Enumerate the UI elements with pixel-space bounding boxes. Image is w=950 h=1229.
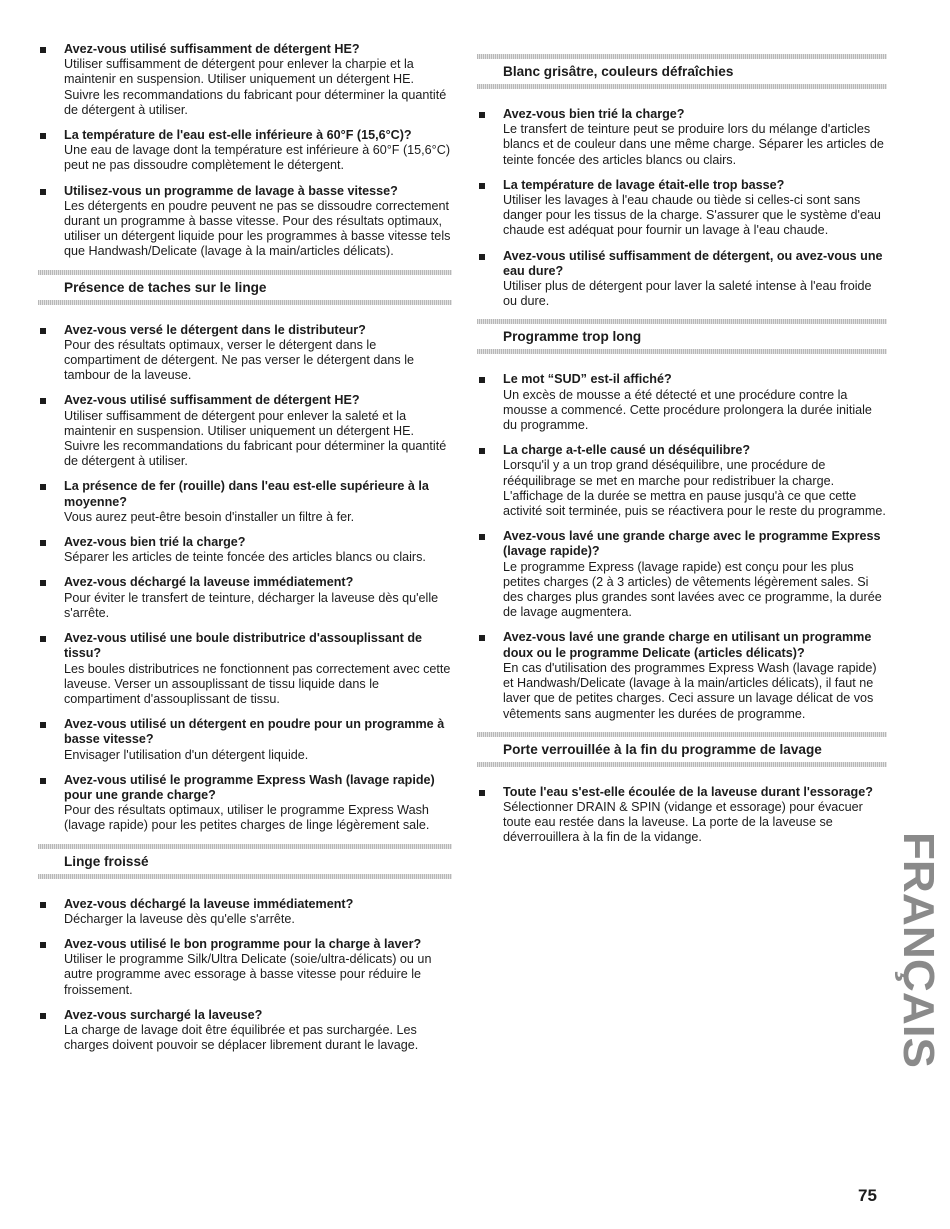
answer: La charge de lavage doit être équilibrée et pas surchargée. Les charges doivent pouvoir se déplacer librement durant le lavage. — [64, 1022, 419, 1053]
bullet-icon — [40, 484, 46, 490]
bullet-icon — [479, 790, 485, 796]
section-band — [477, 762, 887, 767]
left-column — [38, 42, 452, 1063]
list-item — [38, 479, 452, 525]
bullet-icon — [479, 635, 485, 641]
answer: Vous aurez peut-être besoin d'installer un filtre à fer. — [64, 509, 355, 524]
list-item — [38, 1008, 452, 1054]
answer: Utiliser suffisamment de détergent pour enlever la charpie et la maintenir en suspension. Utiliser uniquement un détergent HE. Suivre les recommandations du fabricant pour déterminer la quantité de détergent à utiliser. — [64, 57, 447, 117]
bullet-icon — [40, 722, 46, 728]
list-item — [38, 575, 452, 621]
right-column — [477, 42, 887, 856]
list-item — [38, 323, 452, 384]
section-band — [38, 270, 452, 275]
list-item — [477, 249, 887, 310]
question: La température de l'eau est-elle inférieure à 60°F (15,6°C)? — [64, 128, 412, 143]
question: La présence de fer (rouille) dans l'eau est-elle supérieure à la moyenne? — [64, 479, 429, 509]
section-band — [38, 844, 452, 849]
list-item — [38, 393, 452, 469]
item-list — [477, 372, 887, 721]
bullet-icon — [479, 183, 485, 189]
section-title: Linge froissé — [64, 853, 149, 869]
side-tab-text: FRANÇAIS — [894, 832, 943, 1060]
bullet-icon — [40, 902, 46, 908]
section-title: Présence de taches sur le linge — [64, 279, 267, 295]
answer: Utiliser le programme Silk/Ultra Delicate (soie/ultra-délicats) ou un autre programme avec essorage à basse vitesse pour réduire le froissement. — [64, 952, 432, 997]
list-item — [477, 372, 887, 433]
bullet-icon — [40, 133, 46, 139]
question: Avez-vous lavé une grande charge en utilisant un programme doux ou le programme Delicate (articles délicats)? — [503, 630, 872, 660]
bullet-icon — [40, 189, 46, 195]
answer: Sélectionner DRAIN & SPIN (vidange et essorage) pour évacuer toute eau restée dans la laveuse. La porte de la laveuse se déverrouillera à la fin de la vidange. — [503, 799, 863, 845]
question: Avez-vous utilisé un détergent en poudre pour un programme à basse vitesse? — [64, 717, 445, 747]
question: Avez-vous déchargé la laveuse immédiatement? — [64, 575, 354, 590]
item-list — [38, 42, 452, 260]
item-list — [38, 323, 452, 834]
answer: Utiliser plus de détergent pour laver la saleté intense à l'eau froide ou dure. — [503, 279, 872, 309]
page-number: 75 — [858, 1186, 877, 1205]
bullet-icon — [40, 942, 46, 948]
section-header — [38, 270, 452, 305]
bullet-icon — [40, 636, 46, 642]
question: Avez-vous utilisé suffisamment de détergent HE? — [64, 393, 360, 408]
answer: Pour éviter le transfert de teinture, décharger la laveuse dès qu'elle s'arrête. — [64, 590, 439, 620]
answer: Pour des résultats optimaux, verser le détergent dans le compartiment de détergent. Ne pas verser le détergent dans le tambour de la laveuse. — [64, 337, 415, 383]
bullet-icon — [40, 580, 46, 586]
language-side-tab — [894, 830, 943, 1070]
answer: Lorsqu'il y a un trop grand déséquilibre, une procédure de rééquilibrage se met en marche pour redistribuer la charge. L'affichage de la durée se mettra en pause jusqu'à ce que cette activité soit terminée, puis se réactivera pour le reste du programme. — [503, 458, 886, 519]
answer: Les détergents en poudre peuvent ne pas se dissoudre correctement durant un programme à basse vitesse. Pour des résultats optimaux, utiliser un détergent liquide pour les programmes à basse vitesse tels que Handwash/Delicate (lavage à la main/articles délicats). — [64, 198, 451, 259]
item-list — [477, 107, 887, 309]
list-item — [38, 717, 452, 763]
list-item — [38, 631, 452, 707]
question: Toute l'eau s'est-elle écoulée de la laveuse durant l'essorage? — [503, 784, 873, 799]
question: Avez-vous utilisé le bon programme pour la charge à laver? — [64, 936, 422, 951]
question: Utilisez-vous un programme de lavage à basse vitesse? — [64, 183, 398, 198]
bullet-icon — [479, 254, 485, 260]
answer: Un excès de mousse a été détecté et une procédure contre la mousse a commencé. Cette procédure prolongera la durée initiale du programme. — [503, 387, 872, 433]
bullet-icon — [479, 448, 485, 454]
question: Avez-vous utilisé suffisamment de détergent HE? — [64, 42, 360, 56]
question: Avez-vous bien trié la charge? — [64, 535, 246, 550]
question: La température de lavage était-elle trop basse? — [503, 177, 785, 192]
question: Avez-vous utilisé une boule distributrice d'assouplissant de tissu? — [64, 631, 423, 661]
list-item — [477, 178, 887, 239]
question: Avez-vous bien trié la charge? — [503, 107, 685, 121]
item-list — [477, 785, 887, 846]
question: Avez-vous versé le détergent dans le distributeur? — [64, 322, 366, 337]
list-item — [38, 184, 452, 260]
answer: Les boules distributrices ne fonctionnent pas correctement avec cette laveuse. Verser un assouplissant de tissu liquide dans le compartiment d'assouplissant de tissu. — [64, 661, 451, 706]
section-header — [477, 54, 887, 89]
side-tab-graphic — [894, 830, 943, 1070]
list-item — [477, 529, 887, 620]
bullet-icon — [479, 534, 485, 540]
section-band — [477, 732, 887, 737]
question: La charge a-t-elle causé un déséquilibre? — [503, 443, 751, 458]
section-band — [477, 319, 887, 324]
item-list — [38, 897, 452, 1054]
list-item — [38, 128, 452, 174]
section-title: Programme trop long — [503, 329, 642, 345]
question: Avez-vous déchargé la laveuse immédiatement? — [64, 896, 354, 911]
bullet-icon — [40, 398, 46, 404]
list-item — [477, 107, 887, 168]
bullet-icon — [40, 1013, 46, 1019]
section-header — [477, 319, 887, 354]
question: Le mot “SUD” est-il affiché? — [503, 372, 672, 387]
bullet-icon — [479, 377, 485, 383]
question: Avez-vous utilisé le programme Express Wash (lavage rapide) pour une grande charge? — [64, 772, 435, 802]
question: Avez-vous utilisé suffisamment de détergent, ou avez-vous une eau dure? — [503, 248, 883, 278]
answer: Une eau de lavage dont la température est inférieure à 60°F (15,6°C) peut ne pas dissoudre complètement le détergent. — [64, 143, 451, 173]
answer: Décharger la laveuse dès qu'elle s'arrête. — [64, 911, 295, 926]
answer: En cas d'utilisation des programmes Express Wash (lavage rapide) et Handwash/Delicate (lavage à la main/articles délicats), il faut ne laver que de petites charges. Ceci assure un lavage délicat de vos vêtements sans augmenter les durées de programme. — [503, 660, 877, 721]
section-title: Porte verrouillée à la fin du programme de lavage — [503, 741, 822, 757]
answer: Pour des résultats optimaux, utiliser le programme Express Wash (lavage rapide) pour les petites charges de linge légèrement sale. — [64, 803, 430, 833]
section-band — [477, 349, 887, 354]
list-item — [38, 42, 452, 118]
section-band — [38, 300, 452, 305]
question: Avez-vous surchargé la laveuse? — [64, 1007, 263, 1022]
answer: Séparer les articles de teinte foncée des articles blancs ou clairs. — [64, 550, 426, 565]
list-item — [477, 785, 887, 846]
bullet-icon — [40, 47, 46, 53]
list-item — [477, 630, 887, 721]
section-title: Blanc grisâtre, couleurs défraîchies — [503, 64, 734, 79]
bullet-icon — [40, 540, 46, 546]
answer: Utiliser suffisamment de détergent pour enlever la saleté et la maintenir en suspension. Utiliser uniquement un détergent HE. Suivre les recommandations du fabricant pour déterminer la quantité de détergent à utiliser. — [64, 408, 447, 469]
list-item — [38, 773, 452, 834]
section-header — [38, 844, 452, 879]
bullet-icon — [40, 328, 46, 334]
list-item — [477, 443, 887, 519]
list-item — [38, 897, 452, 927]
section-band — [38, 874, 452, 879]
section-header — [477, 732, 887, 767]
section-band — [477, 54, 887, 59]
bullet-icon — [40, 778, 46, 784]
bullet-icon — [479, 112, 485, 118]
answer: Utiliser les lavages à l'eau chaude ou tiède si celles-ci sont sans danger pour les tissus de la charge. S'assurer que le système d'eau chaude est adéquat pour fournir un lavage à l'eau chaude. — [503, 193, 881, 238]
answer: Le transfert de teinture peut se produire lors du mélange d'articles blancs et de couleur dans une même charge. Séparer les articles de teinte foncée des articles blancs ou clairs. — [503, 122, 884, 167]
question: Avez-vous lavé une grande charge avec le programme Express (lavage rapide)? — [503, 529, 881, 559]
answer: Le programme Express (lavage rapide) est conçu pour les plus petites charges (2 à 3 articles) de vêtements légèrement sales. Si des charges plus grandes sont lavées avec ce programme, la durée de lavage augmentera. — [503, 559, 882, 620]
section-band — [477, 84, 887, 89]
list-item — [38, 535, 452, 565]
answer: Envisager l'utilisation d'un détergent liquide. — [64, 747, 309, 762]
list-item — [38, 937, 452, 998]
